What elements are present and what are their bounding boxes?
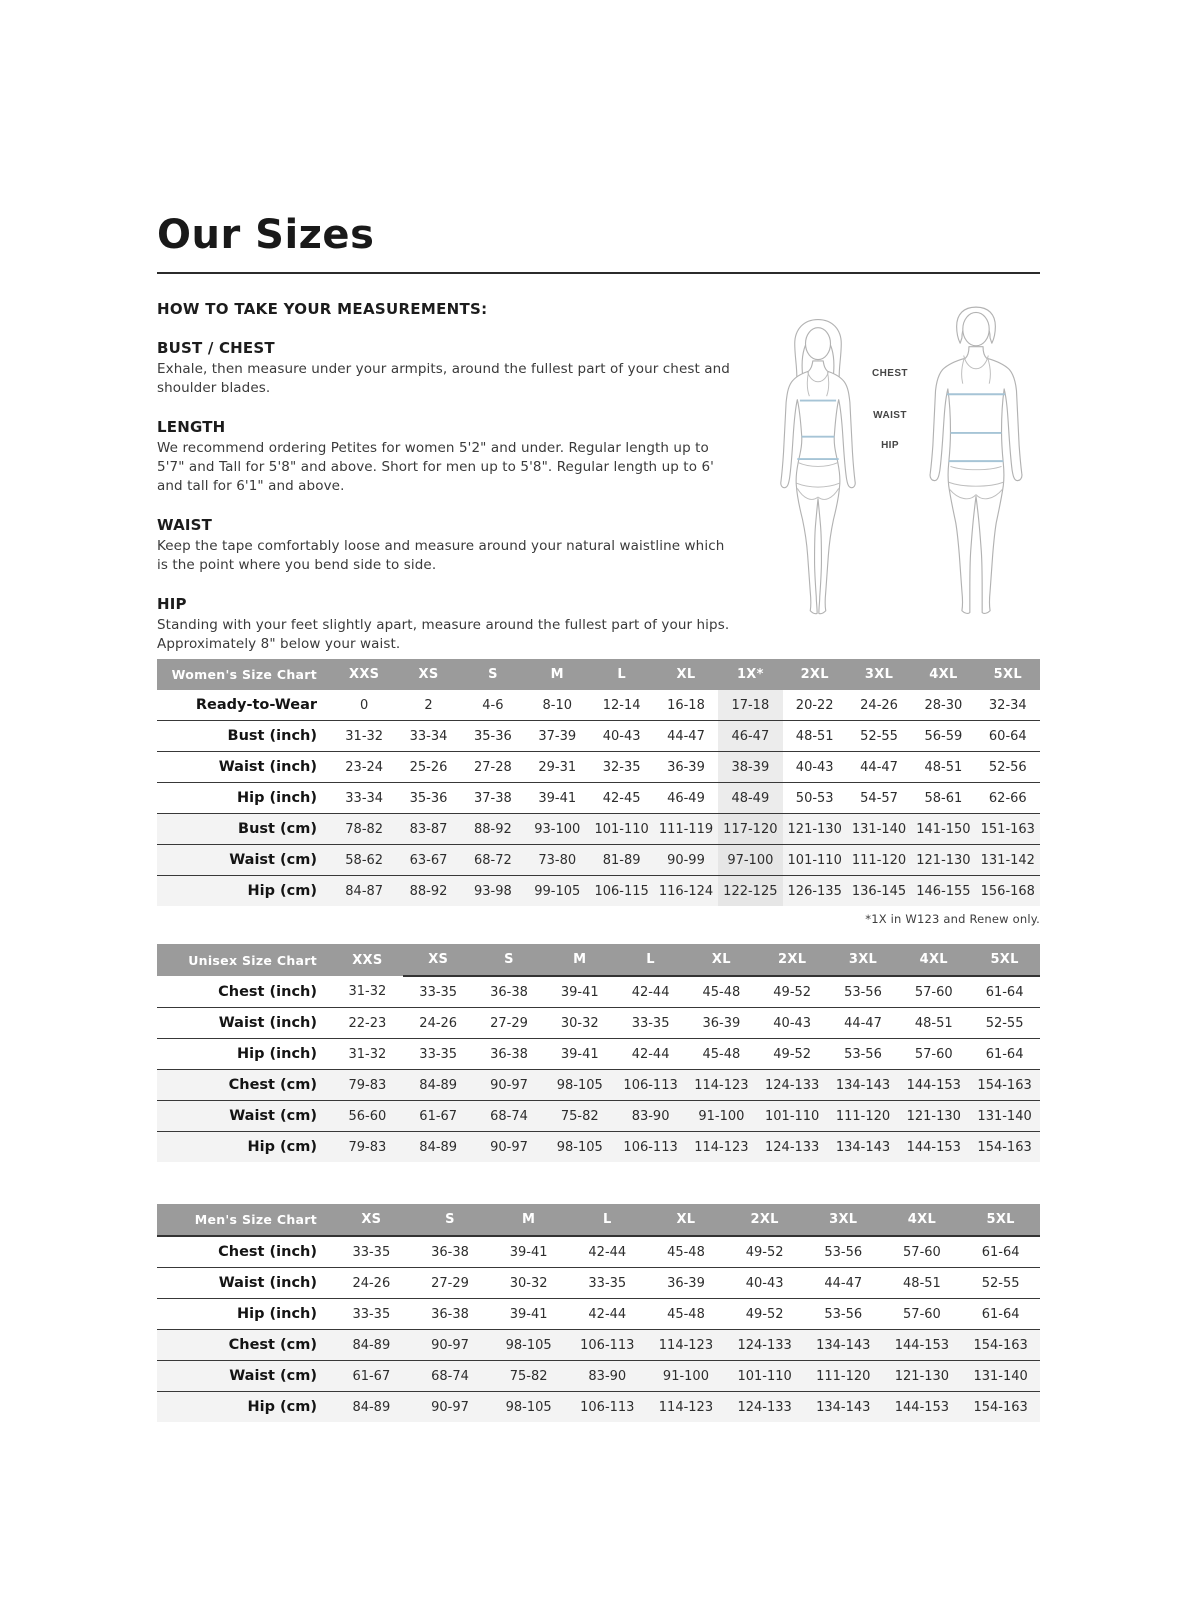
size-cell: 53-56: [804, 1299, 883, 1330]
size-cell: 48-49: [718, 783, 782, 814]
column-header-xxs: XXS: [332, 659, 396, 690]
section-body: We recommend ordering Petites for women 5'2" and under. Regular length up to 5'7" and Tall for 5'8" and above. Short for men up to 5'8". Regular length up to 6' and tall for 6'1" and above.: [157, 440, 714, 494]
chest-label: CHEST: [872, 368, 908, 379]
size-cell: 24-26: [860, 697, 898, 713]
male-body-outline: [930, 347, 1022, 614]
size-cell: 144-153: [883, 1392, 962, 1423]
size-cell: 50-53: [783, 783, 847, 814]
column-header-l: L: [589, 659, 653, 690]
mens-size-chart-block: [157, 1204, 1040, 1422]
female-head: [806, 328, 831, 360]
size-cell: 98-105: [544, 1070, 615, 1101]
size-cell: 44-47: [804, 1268, 883, 1299]
column-header-xl: XL: [686, 944, 757, 976]
size-cell: 49-52: [757, 1039, 828, 1070]
size-cell: 124-133: [757, 1132, 828, 1163]
size-cell: 36-38: [411, 1299, 490, 1330]
section-heading: LENGTH: [157, 418, 226, 437]
size-cell: 131-140: [969, 1101, 1040, 1132]
size-cell: 62-66: [976, 783, 1040, 814]
size-cell: 33-35: [419, 984, 458, 1000]
size-cell: 79-83: [332, 1132, 403, 1163]
size-cell: 134-143: [828, 1132, 899, 1163]
size-cell: 52-55: [961, 1268, 1040, 1299]
size-cell: 101-110: [589, 814, 653, 845]
size-cell: 30-32: [544, 1008, 615, 1039]
table-row: [157, 690, 1040, 721]
column-header-2xl: 2XL: [757, 944, 828, 976]
size-cell: 101-110: [725, 1361, 804, 1392]
size-cell: 42-44: [568, 1299, 647, 1330]
size-cell: 134-143: [828, 1070, 899, 1101]
size-cell: 111-119: [654, 814, 718, 845]
size-cell: 90-97: [474, 1132, 545, 1163]
row-label: Hip (inch): [157, 1039, 332, 1070]
column-header-1x: 1X*: [718, 659, 782, 690]
size-cell: 101-110: [783, 845, 847, 876]
size-cell: 106-113: [615, 1132, 686, 1163]
size-cell: 25-26: [396, 752, 460, 783]
column-header-s: S: [461, 659, 525, 690]
size-cell: 154-163: [961, 1330, 1040, 1361]
size-cell: 45-48: [667, 1244, 705, 1260]
size-cell: 56-60: [332, 1101, 403, 1132]
size-cell: 106-115: [589, 876, 653, 907]
size-cell: 93-100: [525, 814, 589, 845]
row-label: Chest (cm): [157, 1070, 332, 1101]
row-label: Hip (cm): [157, 876, 332, 907]
size-cell: 39-41: [560, 984, 599, 1000]
size-cell: 39-41: [489, 1299, 568, 1330]
size-cell: 42-45: [589, 783, 653, 814]
womens-size-chart-block: [157, 659, 1040, 926]
size-cell: 154-163: [969, 1132, 1040, 1163]
row-label: Hip (cm): [157, 1132, 332, 1163]
size-cell: 131-140: [961, 1361, 1040, 1392]
size-cell: 39-41: [509, 1244, 548, 1260]
size-cell: 124-133: [725, 1392, 804, 1423]
table-row: [157, 1039, 1040, 1070]
table-row: [157, 721, 1040, 752]
size-cell: 22-23: [332, 1008, 403, 1039]
measurement-section: [157, 595, 735, 653]
size-cell: 38-39: [718, 752, 782, 783]
table-row: [157, 1299, 1040, 1330]
section-body: Keep the tape comfortably loose and measure around your natural waistline which is the point where you bend side to side.: [157, 538, 725, 573]
size-cell: 98-105: [544, 1132, 615, 1163]
size-cell: 144-153: [898, 1070, 969, 1101]
section-heading: WAIST: [157, 516, 213, 535]
size-cell: 49-52: [773, 984, 812, 1000]
column-header-m: M: [489, 1204, 568, 1236]
size-cell: 84-89: [332, 1392, 411, 1423]
size-cell: 29-31: [525, 752, 589, 783]
column-header-5xl: 5XL: [976, 659, 1040, 690]
size-cell: 131-140: [847, 814, 911, 845]
row-label: Waist (inch): [157, 752, 332, 783]
size-cell: 53-56: [844, 984, 882, 1000]
table-footnote: *1X in W123 and Renew only.: [865, 912, 1040, 926]
column-header-xl: XL: [647, 1204, 726, 1236]
section-heading: HIP: [157, 595, 187, 614]
size-cell: 63-67: [396, 845, 460, 876]
size-cell: 90-97: [411, 1330, 490, 1361]
table-title: Men's Size Chart: [157, 1204, 332, 1236]
size-cell: 33-35: [403, 1039, 474, 1070]
table-row: [157, 1392, 1040, 1423]
size-cell: 4-6: [482, 697, 504, 713]
row-label: Waist (cm): [157, 1361, 332, 1392]
size-cell: 48-51: [911, 752, 975, 783]
size-cell: 16-18: [667, 697, 705, 713]
size-cell: 114-123: [647, 1330, 726, 1361]
size-cell: 36-38: [490, 984, 528, 1000]
size-cell: 57-60: [883, 1299, 962, 1330]
size-cell: 36-39: [647, 1268, 726, 1299]
size-cell: 24-26: [332, 1268, 411, 1299]
size-cell: 61-67: [403, 1101, 474, 1132]
womens-size-chart-table: [157, 659, 1040, 906]
header-row: [157, 1204, 1040, 1236]
size-cell: 68-74: [411, 1361, 490, 1392]
size-cell: 24-26: [403, 1008, 474, 1039]
column-header-l: L: [615, 944, 686, 976]
female-figure-illustration: [762, 290, 874, 642]
measurement-instructions: [157, 274, 735, 654]
size-cell: 48-51: [783, 721, 847, 752]
table-title: Unisex Size Chart: [157, 944, 332, 976]
size-cell: 56-59: [911, 721, 975, 752]
column-header-s: S: [411, 1204, 490, 1236]
size-cell: 84-89: [332, 1330, 411, 1361]
size-cell: 58-61: [911, 783, 975, 814]
size-cell: 52-55: [969, 1008, 1040, 1039]
size-cell: 124-133: [757, 1070, 828, 1101]
size-cell: 58-62: [332, 845, 396, 876]
size-cell: 61-64: [961, 1299, 1040, 1330]
size-cell: 106-113: [568, 1330, 647, 1361]
section-heading: BUST / CHEST: [157, 339, 275, 357]
size-cell: 12-14: [602, 697, 641, 713]
table-row: [157, 1101, 1040, 1132]
size-cell: 126-135: [783, 876, 847, 907]
size-cell: 42-44: [588, 1244, 627, 1260]
section-body: Standing with your feet slightly apart, measure around the fullest part of your hips. Approximately 8" below your waist.: [157, 617, 730, 652]
size-cell: 84-87: [332, 876, 396, 907]
row-label: Waist (inch): [157, 1008, 332, 1039]
size-cell: 40-43: [725, 1268, 804, 1299]
size-cell: 57-60: [914, 984, 953, 1000]
size-cell: 61-64: [969, 1039, 1040, 1070]
size-cell: 98-105: [489, 1392, 568, 1423]
row-label: Hip (inch): [157, 783, 332, 814]
size-cell: 52-56: [976, 752, 1040, 783]
column-header-xl: XL: [654, 659, 718, 690]
size-cell: 124-133: [725, 1330, 804, 1361]
size-cell: 154-163: [961, 1392, 1040, 1423]
row-label: Bust (inch): [157, 721, 332, 752]
size-cell: 33-35: [615, 1008, 686, 1039]
size-cell: 44-47: [847, 752, 911, 783]
size-cell: 20-22: [795, 697, 834, 713]
size-cell: 53-56: [828, 1039, 899, 1070]
size-cell: 75-82: [489, 1361, 568, 1392]
waist-label: WAIST: [873, 410, 907, 421]
column-header-5xl: 5XL: [961, 1204, 1040, 1236]
size-cell: 68-72: [461, 845, 525, 876]
unisex-size-chart-block: [157, 944, 1040, 1162]
size-cell: 121-130: [911, 845, 975, 876]
table-row: [157, 814, 1040, 845]
size-cell: 54-57: [847, 783, 911, 814]
size-cell: 90-97: [411, 1392, 490, 1423]
size-cell: 111-120: [828, 1101, 899, 1132]
header-row: [157, 944, 1040, 976]
size-cell: 61-67: [332, 1361, 411, 1392]
table-row: [157, 1330, 1040, 1361]
size-cell: 42-44: [615, 1039, 686, 1070]
size-cell: 49-52: [725, 1299, 804, 1330]
size-cell: 40-43: [757, 1008, 828, 1039]
size-cell: 33-35: [332, 1299, 411, 1330]
column-header-xs: XS: [403, 944, 474, 976]
size-cell: 136-145: [847, 876, 911, 907]
column-header-s: S: [474, 944, 545, 976]
size-cell: 73-80: [525, 845, 589, 876]
size-cell: 121-130: [898, 1101, 969, 1132]
column-header-2xl: 2XL: [783, 659, 847, 690]
size-cell: 40-43: [783, 752, 847, 783]
table-row: [157, 1268, 1040, 1299]
size-cell: 0: [360, 697, 369, 713]
column-header-xs: XS: [396, 659, 460, 690]
row-label: Waist (inch): [157, 1268, 332, 1299]
size-cell: 121-130: [783, 814, 847, 845]
size-cell: 117-120: [718, 814, 782, 845]
size-cell: 134-143: [804, 1392, 883, 1423]
size-cell: 30-32: [489, 1268, 568, 1299]
size-cell: 81-89: [589, 845, 653, 876]
table-row: [157, 1132, 1040, 1163]
size-cell: 57-60: [903, 1244, 941, 1260]
size-cell: 36-38: [431, 1244, 469, 1260]
table-row: [157, 976, 1040, 1008]
page-title: Our Sizes: [157, 212, 375, 258]
section-body: Exhale, then measure under your armpits, around the fullest part of your chest and shoulder blades.: [157, 361, 730, 396]
column-header-m: M: [544, 944, 615, 976]
table-row: [157, 752, 1040, 783]
instructions-heading: HOW TO TAKE YOUR MEASUREMENTS:: [157, 300, 488, 318]
size-cell: 122-125: [718, 876, 782, 907]
size-cell: 48-51: [898, 1008, 969, 1039]
size-cell: 40-43: [589, 721, 653, 752]
size-cell: 131-142: [976, 845, 1040, 876]
measurement-section: [157, 339, 735, 397]
size-cell: 75-82: [544, 1101, 615, 1132]
size-cell: 106-113: [568, 1392, 647, 1423]
mens-size-chart-table: [157, 1204, 1040, 1422]
size-cell: 111-120: [847, 845, 911, 876]
size-cell: 141-150: [911, 814, 975, 845]
row-label: Bust (cm): [157, 814, 332, 845]
size-cell: 32-35: [589, 752, 653, 783]
size-cell: 88-92: [461, 814, 525, 845]
measurement-section: [157, 516, 735, 574]
row-label: Waist (cm): [157, 845, 332, 876]
row-label: Chest (inch): [218, 1244, 317, 1260]
size-cell: 151-163: [976, 814, 1040, 845]
unisex-size-chart-table: [157, 944, 1040, 1162]
table-title: Women's Size Chart: [157, 659, 332, 690]
size-cell: 23-24: [332, 752, 396, 783]
size-cell: 44-47: [654, 721, 718, 752]
column-header-3xl: 3XL: [847, 659, 911, 690]
size-cell: 37-39: [525, 721, 589, 752]
hip-label: HIP: [881, 440, 899, 451]
size-cell: 144-153: [883, 1330, 962, 1361]
male-figure-illustration: [910, 280, 1042, 644]
size-cell: 154-163: [969, 1070, 1040, 1101]
size-cell: 114-123: [647, 1392, 726, 1423]
size-cell: 156-168: [976, 876, 1040, 907]
row-label: Hip (cm): [157, 1392, 332, 1423]
intro-section: [157, 274, 1040, 652]
row-label: Chest (inch): [218, 983, 317, 1000]
size-cell: 106-113: [615, 1070, 686, 1101]
table-row: [157, 845, 1040, 876]
table-row: [157, 1236, 1040, 1268]
size-cell: 46-49: [654, 783, 718, 814]
size-cell: 17-18: [718, 690, 782, 721]
size-cell: 68-74: [474, 1101, 545, 1132]
size-cell: 37-38: [461, 783, 525, 814]
size-cell: 111-120: [804, 1361, 883, 1392]
size-cell: 121-130: [883, 1361, 962, 1392]
row-label: Waist (cm): [157, 1101, 332, 1132]
table-row: [157, 783, 1040, 814]
male-head: [963, 312, 989, 345]
row-label: Ready-to-Wear: [195, 697, 317, 713]
size-cell: 114-123: [686, 1070, 757, 1101]
size-cell: 83-90: [615, 1101, 686, 1132]
size-cell: 79-83: [332, 1070, 403, 1101]
size-cell: 33-35: [568, 1268, 647, 1299]
column-header-4xl: 4XL: [911, 659, 975, 690]
size-cell: 36-38: [474, 1039, 545, 1070]
column-header-xs: XS: [332, 1204, 411, 1236]
size-cell: 31-32: [332, 1039, 403, 1070]
size-cell: 28-30: [924, 697, 963, 713]
size-cell: 27-29: [474, 1008, 545, 1039]
size-cell: 116-124: [654, 876, 718, 907]
size-cell: 61-64: [985, 984, 1024, 1000]
column-header-m: M: [525, 659, 589, 690]
size-cell: 44-47: [828, 1008, 899, 1039]
column-header-4xl: 4XL: [898, 944, 969, 976]
row-label: Chest (cm): [157, 1330, 332, 1361]
size-cell: 33-35: [352, 1244, 391, 1260]
size-cell: 33-34: [332, 783, 396, 814]
table-row: [157, 1361, 1040, 1392]
size-cell: 97-100: [718, 845, 782, 876]
size-cell: 39-41: [544, 1039, 615, 1070]
size-cell: 39-41: [525, 783, 589, 814]
size-cell: 84-89: [403, 1132, 474, 1163]
instruction-sections: [157, 339, 735, 654]
size-cell: 91-100: [647, 1361, 726, 1392]
size-cell: 101-110: [757, 1101, 828, 1132]
size-cell: 8-10: [542, 697, 573, 713]
column-header-xxs: XXS: [332, 944, 403, 976]
table-row: [157, 876, 1040, 907]
measurement-figures: [748, 280, 1044, 646]
size-cell: 93-98: [461, 876, 525, 907]
size-cell: 27-28: [461, 752, 525, 783]
size-cell: 98-105: [489, 1330, 568, 1361]
table-row: [157, 1070, 1040, 1101]
size-cell: 36-39: [654, 752, 718, 783]
column-header-l: L: [568, 1204, 647, 1236]
size-cell: 42-44: [631, 984, 670, 1000]
column-header-3xl: 3XL: [804, 1204, 883, 1236]
size-cell: 31-32: [348, 984, 387, 999]
size-cell: 49-52: [745, 1244, 784, 1260]
size-cell: 46-47: [718, 721, 782, 752]
size-cell: 84-89: [403, 1070, 474, 1101]
size-cell: 146-155: [911, 876, 975, 907]
size-cell: 78-82: [332, 814, 396, 845]
size-cell: 45-48: [686, 1039, 757, 1070]
size-cell: 134-143: [804, 1330, 883, 1361]
size-cell: 35-36: [396, 783, 460, 814]
size-cell: 83-87: [396, 814, 460, 845]
size-cell: 83-90: [568, 1361, 647, 1392]
size-cell: 91-100: [686, 1101, 757, 1132]
size-cell: 61-64: [981, 1244, 1020, 1260]
size-cell: 114-123: [686, 1132, 757, 1163]
size-cell: 57-60: [898, 1039, 969, 1070]
size-cell: 144-153: [898, 1132, 969, 1163]
table-row: [157, 1008, 1040, 1039]
size-cell: 60-64: [976, 721, 1040, 752]
size-cell: 53-56: [824, 1244, 863, 1260]
size-cell: 32-34: [988, 697, 1027, 713]
size-cell: 27-29: [411, 1268, 490, 1299]
header-row: [157, 659, 1040, 690]
size-cell: 45-48: [702, 984, 741, 1000]
measurement-section: [157, 418, 735, 495]
size-cell: 99-105: [525, 876, 589, 907]
column-header-3xl: 3XL: [828, 944, 899, 976]
size-cell: 88-92: [396, 876, 460, 907]
row-label: Hip (inch): [157, 1299, 332, 1330]
column-header-5xl: 5XL: [969, 944, 1040, 976]
column-header-4xl: 4XL: [883, 1204, 962, 1236]
size-cell: 2: [424, 697, 433, 713]
size-cell: 90-99: [654, 845, 718, 876]
size-cell: 31-32: [332, 721, 396, 752]
size-cell: 45-48: [647, 1299, 726, 1330]
size-cell: 36-39: [686, 1008, 757, 1039]
size-cell: 90-97: [474, 1070, 545, 1101]
size-cell: 33-34: [396, 721, 460, 752]
size-cell: 48-51: [883, 1268, 962, 1299]
size-cell: 35-36: [461, 721, 525, 752]
size-cell: 52-55: [847, 721, 911, 752]
column-header-2xl: 2XL: [725, 1204, 804, 1236]
